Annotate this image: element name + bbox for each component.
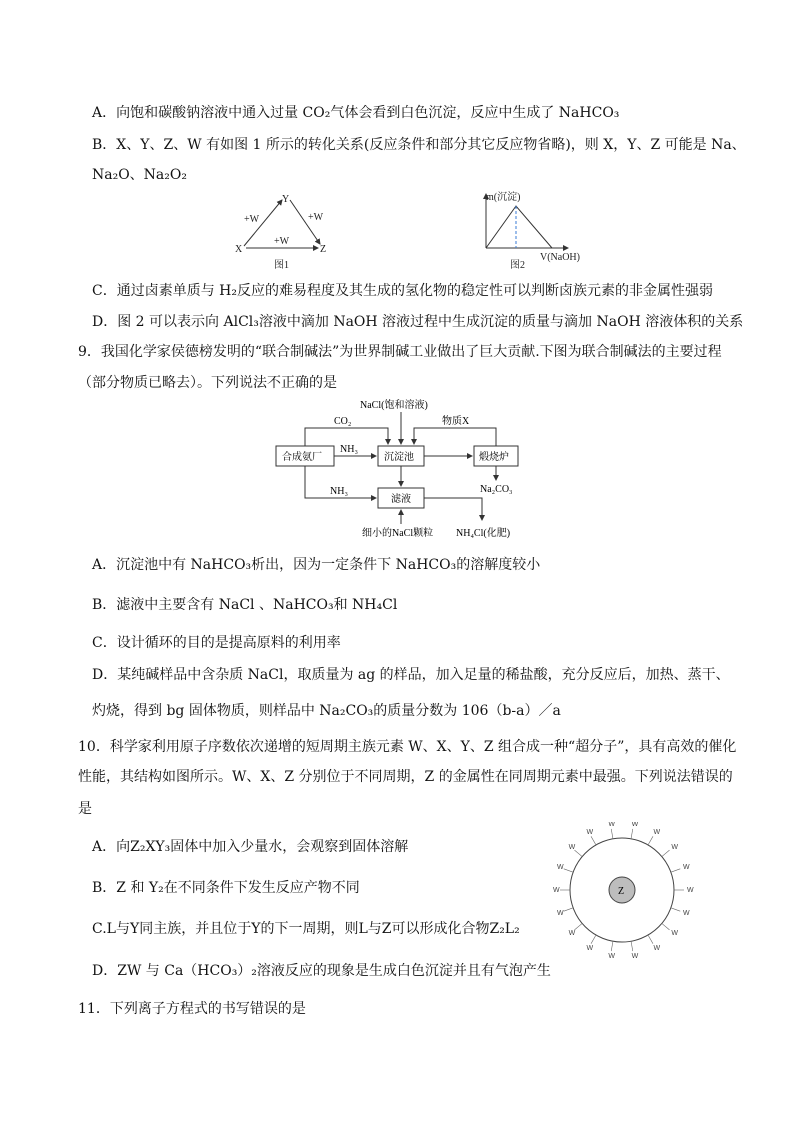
flow-duanshao: 煅烧炉 [479,452,509,463]
q9-option-d-line2: 灼烧，得到 bg 固体物质，则样品中 Na₂CO₃的质量分数为 106（b-a）／a [92,703,561,719]
bond-line [631,941,633,951]
flow-na2co3: Na₂CO₃ [480,484,513,495]
w-atom-label: W [671,930,678,938]
bond-line [648,935,653,944]
fig1-w-bottom: +W [274,236,290,247]
fig2-curve [486,206,552,248]
q9-option-c: C．设计循环的目的是提高原料的利用率 [92,635,341,651]
q8-option-d: D．图 2 可以表示向 AlCl₃溶液中滴加 NaOH 溶液过程中生成沉淀的质量与滴加 NaOH 溶液体积的关系 [92,314,744,330]
w-atom-label: W [653,945,661,953]
flow-nh3-2: NH₃ [330,486,348,497]
bond-line [564,908,573,911]
bond-line [671,869,680,872]
flow-wuzhi-x: 物质X [442,416,470,427]
q11-stem: 11．下列离子方程式的书写错误的是 [78,1001,306,1017]
w-atom-label: W [631,822,639,829]
q8-option-b-line2: Na₂O、Na₂O₂ [92,167,187,183]
fig1-w-right: +W [308,212,324,223]
q10-stem-line2: 性能，其结构如图所示。W、X、Z 分别位于不同周期，Z 的金属性在同周期元素中最强。下列说法错误的 [78,769,733,785]
fig1-y: Y [282,194,290,205]
bond-line [564,869,573,872]
flow-nacl-small: 细小的NaCl颗粒 [362,528,434,539]
bond-line [631,829,633,839]
bond-line [671,908,680,911]
q10-option-d: D．ZW 与 Ca（HCO₃）₂溶液反应的现象是生成白色沉淀并且有气泡产生 [92,963,551,979]
q9-option-b: B．滤液中主要含有 NaCl 、NaHCO₃和 NH₄Cl [92,597,398,613]
flow-lvye: 滤液 [391,494,411,505]
w-atom-label: W [557,864,564,872]
figure-2 [478,190,588,272]
w-atom-label: W [586,828,594,836]
q10-option-b: B．Z 和 Y₂在不同条件下发生反应产物不同 [92,880,360,896]
w-atom-label: W [557,909,564,917]
q10-stem-line3: 是 [78,801,92,817]
q10-stem-line1: 10．科学家利用原子序数依次递增的短周期主族元素 W、X、Y、Z 组合成一种“超分子”，具有高效的催化 [78,739,737,755]
q10-option-a: A．向Z₂XY₃固体中加入少量水，会观察到固体溶解 [92,839,409,855]
fig2-ylabel: m(沉淀) [486,192,521,203]
q9-option-d-line1: D．某纯碱样品中含杂质 NaCl，取质量为 ag 的样品，加入足量的稀盐酸，充分反应后，加热、蒸干、 [92,667,730,683]
q9-option-a: A．沉淀池中有 NaHCO₃析出，因为一定条件下 NaHCO₃的溶解度较小 [92,557,541,573]
w-atom-label: W [631,952,639,960]
w-atom-label: W [586,945,594,953]
flow-nh4cl: NH₄Cl(化肥) [456,528,511,539]
fig1-z: Z [320,244,327,255]
bond-line [662,850,670,856]
w-atom-label: W [653,828,661,836]
q8-option-b-line1: B．X、Y、Z、W 有如图 1 所示的转化关系(反应条件和部分其它反应物省略)，则 X，Y、Z 可能是 Na、 [92,137,746,153]
bond-line [591,836,596,845]
w-atom-label: W [568,930,576,938]
w-atom-label: W [608,822,615,829]
fig2-caption: 图2 [510,260,525,271]
bond-line [591,935,596,944]
supramolecule-figure [548,822,708,962]
bond-line [575,923,583,929]
flow-diagram [270,396,530,542]
z-label: Z [618,886,625,897]
q8-option-a: A．向饱和碳酸钠溶液中通入过量 CO₂气体会看到白色沉淀，反应中生成了 NaHCO₃ [92,105,620,121]
flow-nacl-top: NaCl(饱和溶液) [360,400,428,411]
bond-line [648,836,653,845]
q9-stem-line1: 9．我国化学家侯德榜发明的“联合制碱法”为世界制碱工业做出了巨大贡献.下图为联合制碱法的主要过程 [78,344,722,360]
figure-1 [232,190,342,272]
fig1-x: X [235,244,243,255]
bond-line [575,850,583,856]
q9-stem-line2: （部分物质已略去）。下列说法不正确的是 [78,375,337,391]
bond-line [611,941,613,951]
w-atom-label: W [553,887,560,894]
fig1-caption: 图1 [274,260,289,271]
w-atom-label: W [682,909,690,917]
bond-line [662,923,670,929]
fig1-w-left: +W [244,214,260,225]
w-atom-label: W [608,952,615,960]
flow-chendian: 沉淀池 [384,452,414,463]
w-atom-label: W [682,864,690,872]
flow-nh3-1: NH₃ [340,444,358,455]
q10-option-c: C.L与Y同主族，并且位于Y的下一周期，则L与Z可以形成化合物Z₂L₂ [92,921,520,937]
flow-co2: CO₂ [334,416,352,427]
fig2-xlabel: V(NaOH) [540,252,580,263]
bond-line [611,829,613,839]
w-atom-label: W [568,843,576,851]
flow-hecheng: 合成氨厂 [282,452,322,463]
w-atom-label: W [687,887,694,894]
w-atom-label: W [671,843,678,851]
q8-option-c: C．通过卤素单质与 H₂反应的难易程度及其生成的氢化物的稳定性可以判断卤族元素的非金属性强弱 [92,283,713,299]
